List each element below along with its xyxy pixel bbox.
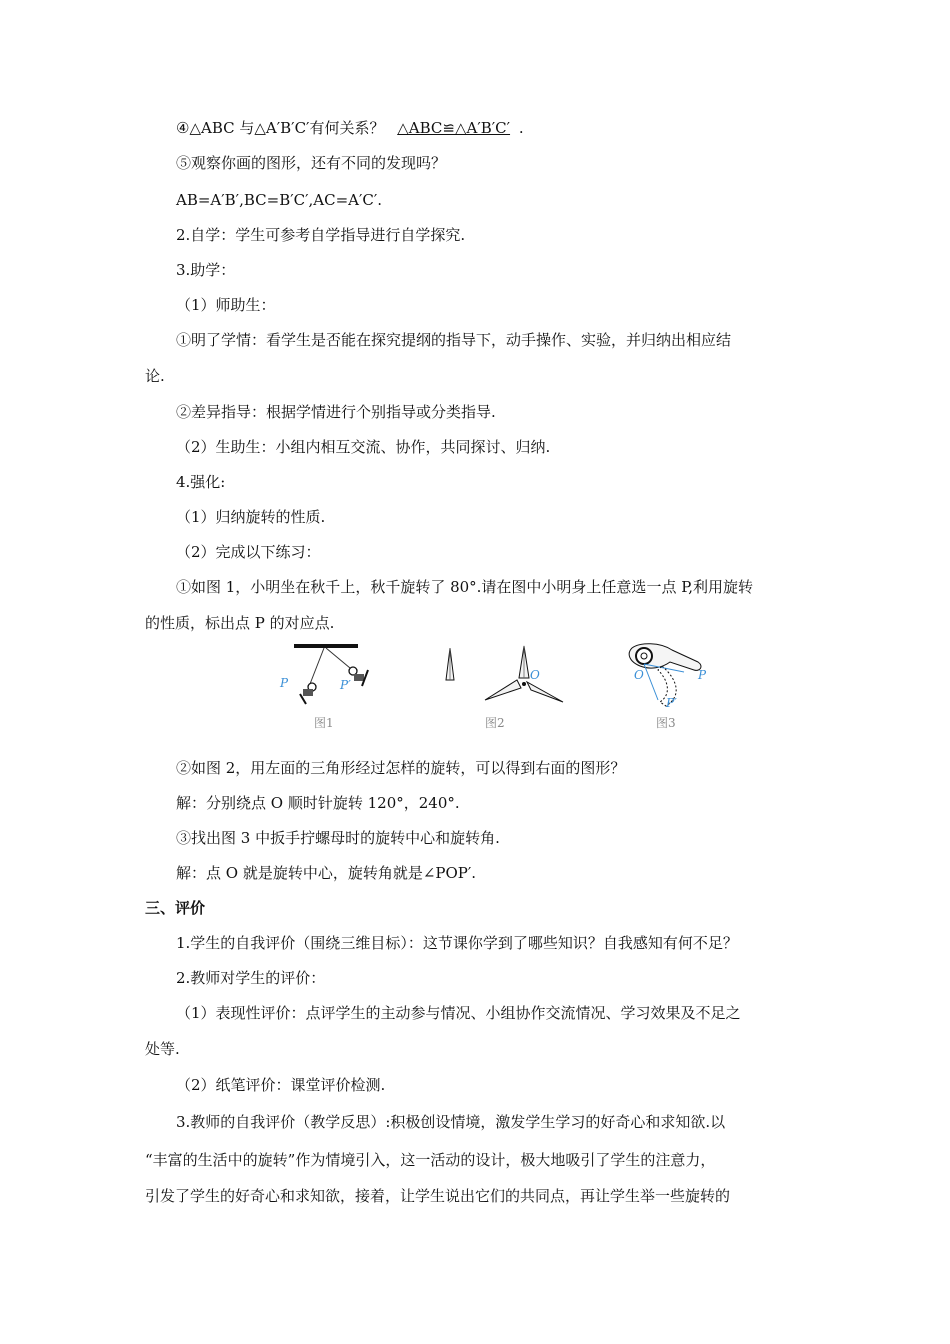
text-line: 论. [145,367,165,385]
text-line: ⑤观察你画的图形，还有不同的发现吗？ [176,154,447,172]
text-line: 的性质，标出点 P 的对应点. [145,614,335,632]
child-figure-right [349,667,368,686]
fig1-label-p: P [280,676,289,690]
text-line: 4.强化: [176,473,226,491]
section-heading-evaluation: 三、评价 [145,899,206,917]
fig1-label-p-prime: P′ [340,678,351,692]
question-4-text: ④△ABC 与△A′B′C′有何关系？ [176,119,385,137]
text-line: ①明了学情：看学生是否能在探究提纲的指导下，动手操作、实验，并归纳出相应结 [176,331,732,349]
text-line: ②如图 2，用左面的三角形经过怎样的旋转，可以得到右面的图形？ [176,759,626,777]
question-4-period: . [518,119,524,137]
text-line: 3.教师的自我评价（教学反思）:积极创设情境，激发学生学习的好奇心和求知欲.以 [176,1113,726,1131]
center-point-o [522,682,526,686]
figures-row [270,640,730,740]
fig3-label-p: P [698,668,707,682]
text-line: （2）完成以下练习： [176,543,321,561]
fig3-label-p-prime: P′ [666,696,677,710]
figure-2-caption: 图2 [485,716,505,730]
text-line: ③找出图 3 中扳手拧螺母时的旋转中心和旋转角. [176,829,500,847]
text-line: ①如图 1，小明坐在秋千上，秋千旋转了 80°.请在图中小明身上任意选一点 P,利用旋转 [176,578,754,596]
text-line: 处等. [145,1040,180,1058]
question-4-answer: △ABC≌△A′B′C′ [397,119,511,137]
text-line: 3.助学： [176,261,236,279]
text-line: “丰富的生活中的旋转”作为情境引入，这一活动的设计，极大地吸引了学生的注意力， [145,1151,716,1169]
fig2-label-o: O [530,668,540,682]
text-line: 引发了学生的好奇心和求知欲，接着，让学生说出它们的共同点，再让学生举一些旋转的 [145,1187,731,1205]
text-line: ②差异指导：根据学情进行个别指导或分类指导. [176,403,496,421]
text-line: 解：点 O 就是旋转中心，旋转角就是∠POP′. [176,864,477,882]
text-line: 1.学生的自我评价（围绕三维目标）：这节课你学到了哪些知识？自我感知有何不足？ [176,934,738,952]
fig3-label-o: O [634,668,644,682]
text-line: 2.教师对学生的评价： [176,969,326,987]
figure-1-caption: 图1 [314,716,334,730]
figure-3-caption: 图3 [656,716,676,730]
text-line: （2）生助生：小组内相互交流、协作，共同探讨、归纳. [176,438,551,456]
text-line: （2）纸笔评价：课堂评价检测. [176,1076,386,1094]
figure-2-triangles [435,640,565,720]
text-line: （1）师助生： [176,296,276,314]
text-line: 解：分别绕点 O 顺时针旋转 120°，240°. [176,794,460,812]
text-line: AB=A′B′,BC=B′C′,AC=A′C′. [176,191,383,209]
text-line: （1）归纳旋转的性质. [176,508,326,526]
text-line: （1）表现性评价：点评学生的主动参与情况、小组协作交流情况、学习效果及不足之 [176,1004,741,1022]
question-4-line [176,118,524,138]
text-line: 2.自学：学生可参考自学指导进行自学探究. [176,226,466,244]
child-figure-left [300,683,316,704]
